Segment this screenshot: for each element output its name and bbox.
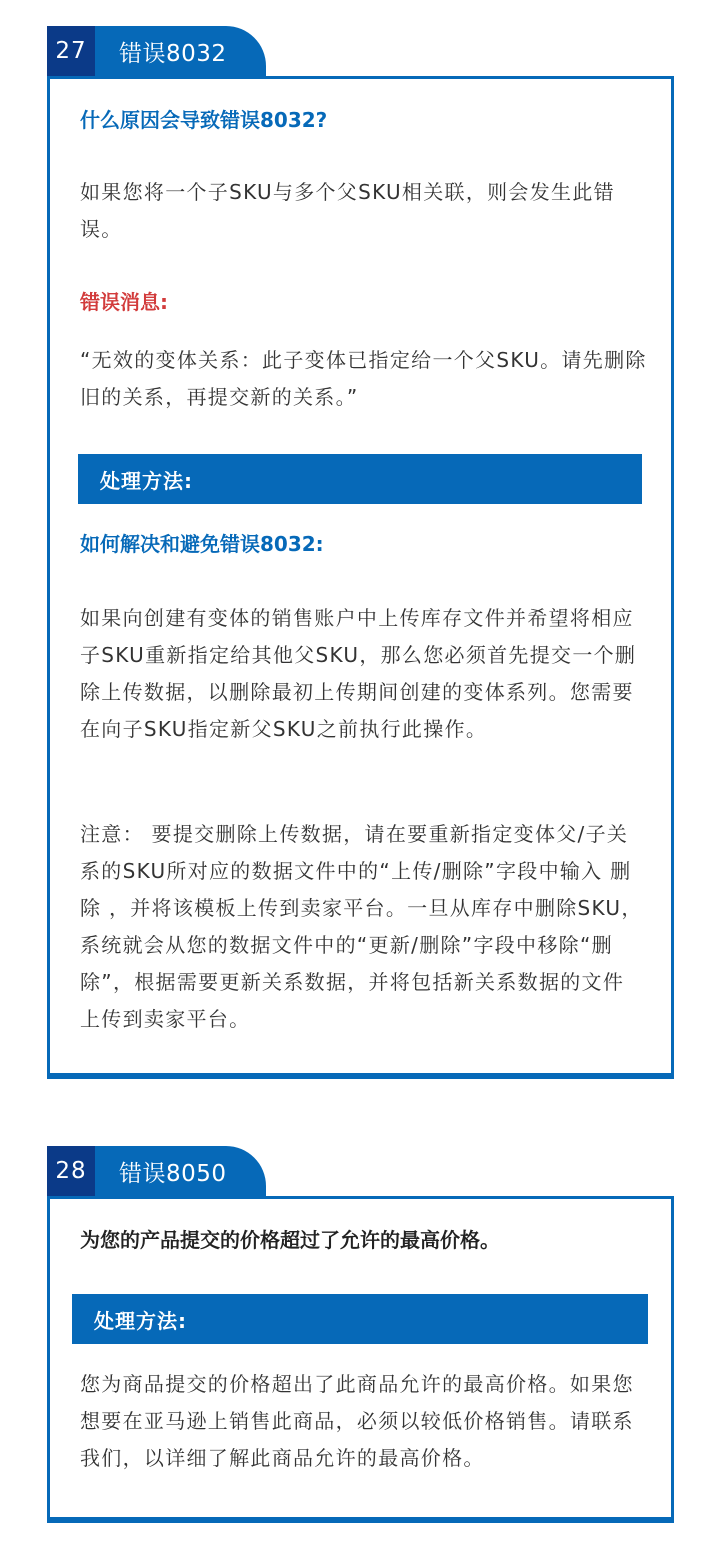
section-tab bbox=[47, 26, 266, 76]
section-title: 错误8050 bbox=[119, 1160, 227, 1187]
solution-header: 处理方法: bbox=[78, 454, 642, 504]
solution-text: 您为商品提交的价格超出了此商品允许的最高价格。如果您想要在亚马逊上销售此商品，必须以较低价格销售。请联系我们，以详细了解此商品允许的最高价格。 bbox=[80, 1372, 634, 1470]
how-to-text: 如果向创建有变体的销售账户中上传库存文件并希望将相应子SKU重新指定给其他父SKU，那么您必须首先提交一个删除上传数据，以删除最初上传期间创建的变体系列。您需要在向子SKU指定新父SKU之前执行此操作。 bbox=[80, 606, 637, 741]
cause-text: 如果您将一个子SKU与多个父SKU相关联，则会发生此错误。 bbox=[80, 180, 615, 241]
section-tab bbox=[47, 1146, 266, 1196]
note-text: 注意： 要提交删除上传数据，请在要重新指定变体父/子关系的SKU所对应的数据文件中的“上传/删除”字段中输入 删除 ，并将该模板上传到卖家平台。一旦从库存中删除SKU，系统就会从您的数据文件中的“更新/删除”字段中移除“删除”，根据需要更新关系数据，并将包括新关系数据的文件上传到卖家平台。 bbox=[80, 822, 643, 1031]
cause-question: 什么原因会导致错误8032? bbox=[80, 108, 328, 132]
section-number: 28 bbox=[47, 1146, 95, 1196]
error-message-text: “无效的变体关系：此子变体已指定给一个父SKU。请先删除旧的关系，再提交新的关系。” bbox=[80, 348, 647, 409]
error-message-label: 错误消息: bbox=[80, 290, 168, 314]
how-to-heading: 如何解决和避免错误8032: bbox=[80, 532, 324, 556]
error-card-8032 bbox=[47, 26, 674, 1079]
error-card-8050 bbox=[47, 1146, 674, 1523]
solution-header: 处理方法: bbox=[72, 1294, 648, 1344]
section-title: 错误8032 bbox=[119, 40, 227, 67]
cause-text: 为您的产品提交的价格超过了允许的最高价格。 bbox=[80, 1228, 500, 1252]
section-number: 27 bbox=[47, 26, 95, 76]
